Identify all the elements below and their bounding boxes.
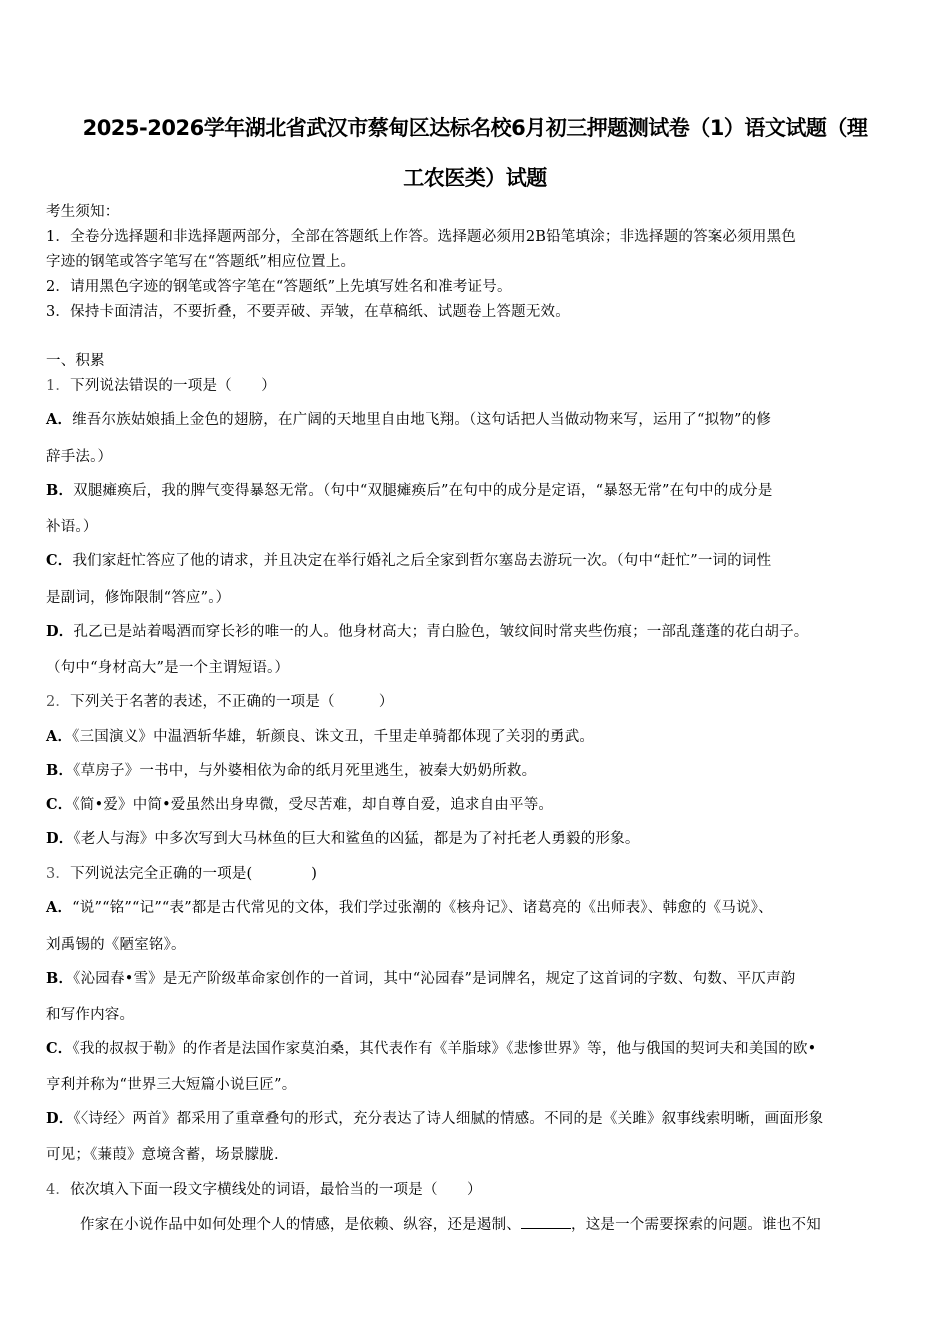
question-1-option-a: [46, 410, 910, 430]
question-3-option-c: [46, 1039, 910, 1059]
passage-text-before: 作家在小说作品中如何处理个人的情感，是依赖、纵容，还是遏制、: [80, 1217, 521, 1233]
fill-in-blank: [521, 1214, 571, 1229]
question-4-stem: [46, 1180, 910, 1200]
option-label: D．: [46, 623, 74, 640]
question-2-option-b: [46, 761, 910, 781]
question-3-option-d-cont: 可见；《蒹葭》意境含蓄，场景朦胧.: [46, 1147, 279, 1163]
question-1-option-d: [46, 622, 910, 642]
question-3-option-a-cont: 刘禹锡的《陋室铭》。: [46, 937, 186, 953]
option-text: 《沁园春•雪》是无产阶级革命家创作的一首词，其中“沁园春”是词牌名，规定了这首词的字数、句数、平仄声韵: [73, 971, 796, 987]
option-label: D．: [46, 830, 74, 847]
question-3-option-a: [46, 898, 910, 918]
notice-heading: 考生须知：: [46, 204, 120, 220]
option-label: C．: [46, 1040, 73, 1057]
notice-item-3: 3．保持卡面清洁，不要折叠，不要弄破、弄皱，在草稿纸、试题卷上答题无效。: [46, 304, 570, 320]
option-label: B．: [46, 762, 74, 779]
exam-title-line-2: 工农医类）试题: [403, 166, 547, 190]
question-3-option-c-cont: 亨利并称为“世界三大短篇小说巨匠”。: [46, 1077, 297, 1093]
option-label: B．: [46, 482, 74, 499]
question-2-stem: [46, 692, 910, 712]
option-label: D．: [46, 1110, 74, 1127]
option-label: C．: [46, 552, 73, 569]
option-label: A．: [46, 899, 73, 916]
option-text: 我们家赶忙答应了他的请求，并且决定在举行婚礼之后全家到哲尔塞岛去游玩一次。（句中“赶忙”一词的词性: [72, 553, 772, 569]
question-2-option-a: [46, 727, 910, 747]
question-2-option-c: [46, 795, 910, 815]
question-1-option-c: [46, 551, 910, 571]
option-text: 《草房子》一书中，与外婆相依为命的纸月死里逃生，被秦大奶奶所救。: [73, 763, 537, 779]
passage-text-after: ，这是一个需要探索的问题。谁也不知: [571, 1217, 821, 1233]
option-text: 《〈诗经〉两首》都采用了重章叠句的形式，充分表达了诗人细腻的情感。不同的是《关雎》叙事线索明晰，画面形象: [73, 1111, 824, 1127]
question-text: 下列说法错误的一项是（ ）: [70, 378, 276, 394]
option-text: 《老人与海》中多次写到大马林鱼的巨大和鲨鱼的凶猛，都是为了衬托老人勇毅的形象。: [73, 831, 640, 847]
question-3-option-b-cont: 和写作内容。: [46, 1007, 135, 1023]
question-number: 2．: [46, 694, 71, 710]
option-text: 孔乙已是站着喝酒而穿长衫的唯一的人。他身材高大；青白脸色，皱纹间时常夹些伤痕；一部乱蓬蓬的花白胡子。: [73, 624, 809, 640]
option-label: A．: [46, 411, 73, 428]
exam-title-line-1: 2025-2026学年湖北省武汉市蔡甸区达标名校6月初三押题测试卷（1）语文试题（理: [82, 116, 868, 140]
section-heading: 一、积累: [46, 353, 105, 369]
question-1-option-c-cont: 是副词，修饰限制“答应”。）: [46, 590, 231, 606]
question-1-option-d-cont: （句中“身材高大”是一个主谓短语。）: [46, 660, 290, 676]
question-4-passage: [80, 1214, 910, 1235]
option-text: 双腿瘫痪后，我的脾气变得暴怒无常。（句中“双腿瘫痪后”在句中的成分是定语，“暴怒无常”在句中的成分是: [73, 483, 773, 499]
question-3-option-b: [46, 969, 910, 989]
question-number: 3．: [46, 866, 71, 882]
question-1-option-b-cont: 补语。）: [46, 519, 98, 535]
question-3-stem: [46, 864, 910, 884]
option-text: 《三国演义》中温酒斩华雄，斩颜良、诛文丑，千里走单骑都体现了关羽的勇武。: [72, 729, 595, 745]
question-1-option-b: [46, 481, 910, 501]
option-text: “说”“铭”“记”“表”都是古代常见的文体，我们学过张潮的《核舟记》、诸葛亮的《出师表》、韩愈的《马说》、: [72, 900, 773, 916]
question-text: 依次填入下面一段文字横线处的词语，最恰当的一项是（ ）: [70, 1182, 482, 1198]
question-text: 下列关于名著的表述，不正确的一项是（ ）: [70, 694, 394, 710]
notice-item-1-cont: 字迹的钢笔或答字笔写在“答题纸”相应位置上。: [46, 254, 356, 270]
question-3-option-d: [46, 1109, 910, 1129]
option-label: C．: [46, 796, 73, 813]
notice-item-2: 2．请用黑色字迹的钢笔或答字笔在“答题纸”上先填写姓名和准考证号。: [46, 279, 512, 295]
question-1-option-a-cont: 辞手法。）: [46, 449, 113, 465]
option-text: 《简•爱》中简•爱虽然出身卑微，受尽苦难，却自尊自爱，追求自由平等。: [72, 797, 554, 813]
question-number: 1．: [46, 378, 71, 394]
question-number: 4．: [46, 1182, 71, 1198]
option-label: A．: [46, 728, 73, 745]
question-2-option-d: [46, 829, 910, 849]
question-1-stem: [46, 376, 910, 396]
option-text: 维吾尔族姑娘插上金色的翅膀，在广阔的天地里自由地飞翔。（这句话把人当做动物来写，运用了“拟物”的修: [72, 412, 772, 428]
option-text: 《我的叔叔于勒》的作者是法国作家莫泊桑，其代表作有《羊脂球》《悲惨世界》等，他与俄国的契诃夫和美国的欧•: [72, 1041, 817, 1057]
notice-item-1: 1．全卷分选择题和非选择题两部分，全部在答题纸上作答。选择题必须用2B铅笔填涂；非选择题的答案必须用黑色: [46, 229, 797, 245]
option-label: B．: [46, 970, 74, 987]
question-text: 下列说法完全正确的一项是( ): [70, 866, 318, 882]
